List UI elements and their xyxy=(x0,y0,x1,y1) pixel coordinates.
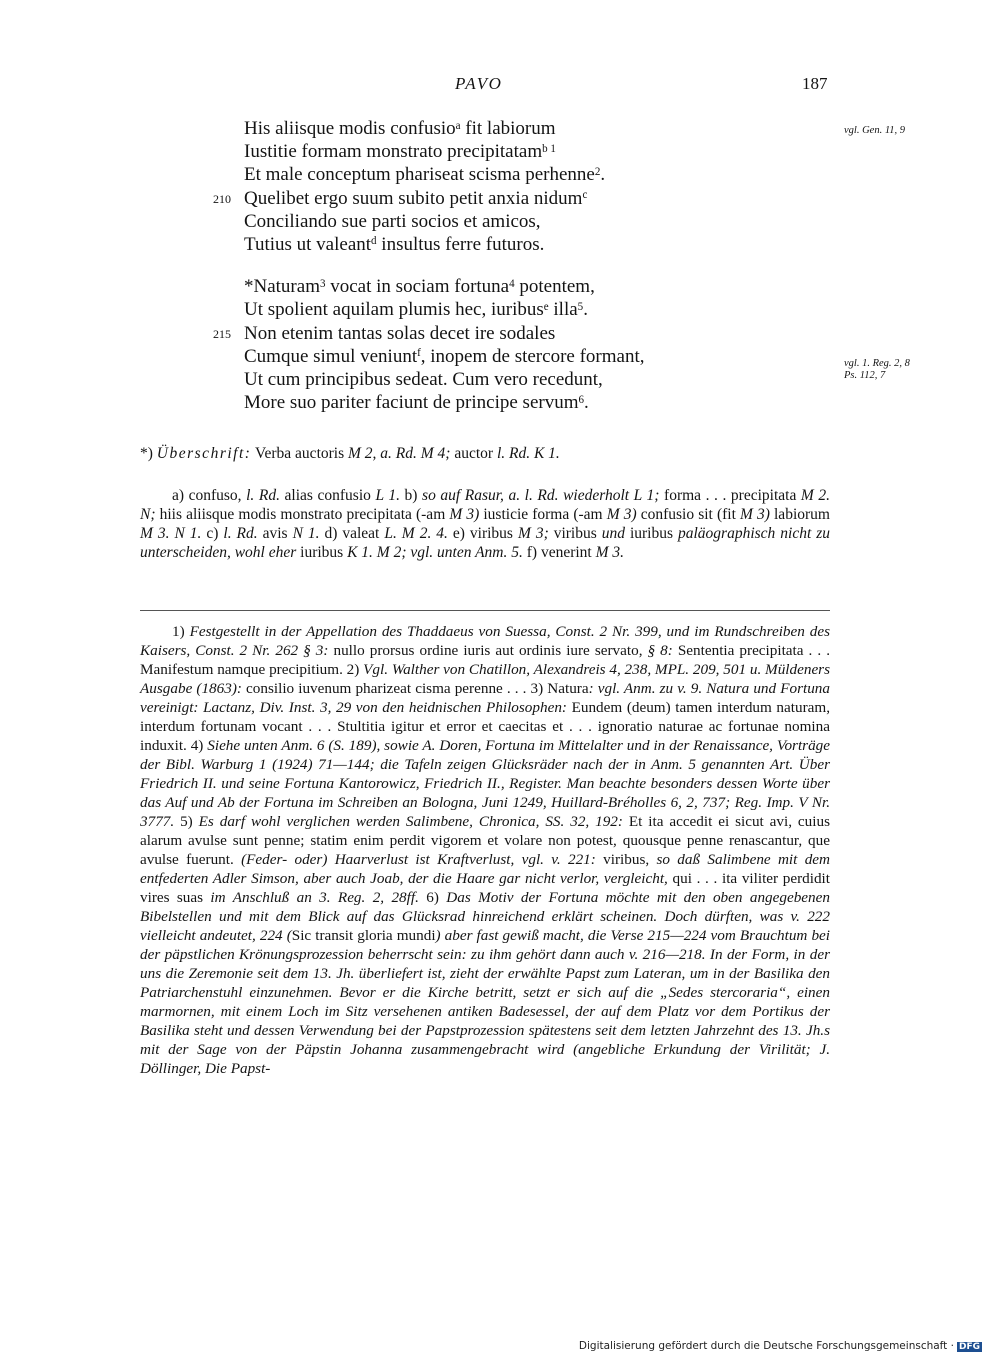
verse-line: 215 Non etenim tantas solas decet ire sodales xyxy=(213,322,556,344)
margin-reference: vgl. 1. Reg. 2, 8 Ps. 112, 7 xyxy=(844,358,910,381)
verse-line: His aliisque modis confusio$^a$ fit labiorum xyxy=(244,118,556,139)
verse-line: Iustitie formam monstrato precipitatam$^{b 1}$ xyxy=(244,141,556,163)
heading-note: *) Überschrift: Verba auctoris M 2, a. Rd. M 4; auctor l. Rd. K 1. xyxy=(140,445,560,462)
verse-line: 210 Quelibet ergo suum subito petit anxia nidum$^c$ xyxy=(213,187,588,209)
page-header xyxy=(0,74,1000,100)
verse-line: Tutius ut valeant$^d$ insultus ferre futuros. xyxy=(244,233,545,255)
stanza-1 xyxy=(0,117,1000,256)
verse-line: Cumque simul veniunt$^f$, inopem de stercore formant, xyxy=(244,345,645,367)
page-number: 187 xyxy=(802,74,828,93)
verse-line: Ut spolient aquilam plumis hec, iuribus$^e$ illa$^5$. xyxy=(244,299,588,321)
margin-reference: vgl. Gen. 11, 9 xyxy=(844,125,906,136)
running-title: PAVO xyxy=(455,74,503,93)
verse-line: Conciliando sue parti socios et amicos, xyxy=(244,210,541,232)
critical-apparatus: a) confuso, l. Rd. alias confusio L 1. b) so auf Rasur, a. l. Rd. wiederholt L 1; forma . . . precipitata M 2. N; hiis aliisque modis monstrato precipitata (-am M 3) iusticie forma (-am M 3) confusio sit (fit M 3) labiorum M 3. N 1. c) l. Rd. avis N 1. d) valeat L. M 2. 4. e) viribus M 3; viribus und iuribus paläographisch nicht zu unterscheiden, wohl eher iuribus K 1. M 2; vgl. unten Anm. 5. f) venerint M 3. xyxy=(140,487,831,561)
verse-line: *Naturam$^3$ vocat in sociam fortuna$^4$ potentem, xyxy=(244,276,595,298)
footnotes: 1) Festgestellt in der Appellation des Thaddaeus von Suessa, Const. 2 Nr. 399, und im Rundschreiben des Kaisers, Const. 2 Nr. 262 § 3: nullo prorsus ordine iuris aut ordinis iure servato, § 8: Sententia precipitata . . . Manifestum namque precipitium. 2) Vgl. Walther von Chatillon, Alexandreis 4, 238, MPL. 209, 501 u. Müldeners Ausgabe (1863): consilio iuvenum pharizeat cisma perenne . . . 3) Natura: vgl. Anm. zu v. 9. Natura und Fortuna vereinigt: Lactanz, Div. Inst. 3, 29 von den heidnischen Philosophen: Eundem (deum) tamen interdum naturam, interdum fortunam vocant . . . Stultitia igitur et error et caecitas et . . . ignoratio naturae ac fortunae nomina induxit. 4) Siehe unten Anm. 6 (S. 189), sowie A. Doren, Fortuna im Mittelalter und in der Renaissance, Vorträge der Bibl. Warburg 1 (1924) 71—144; die Tafeln zeigen Glücksräder nach der in Anm. 5 genannten Art. Über Friedrich II. und seine Fortuna Kantorowicz, Friedrich II., Register. Man beachte besonders dessen Worte über das Auf und Ab der Fortuna im Schreiben an Bologna, Juni 1249, Huillard-Bréholles 6, 2, 737; Reg. Imp. V Nr. 3777. 5) Es darf wohl verglichen werden Salimbene, Chronica, SS. 32, 192: Et ita accedit ei sicut avi, cuius alarum avulse sunt penne; statim enim perdit vigorem et volare non potest, quousque penne renascantur, que avulse fuerunt. (Feder- oder) Haarverlust ist Kraftverlust, vgl. v. 221: viribus, so daß Salimbene mit dem entfederten Adler Simson, aber auch Joab, der die Haare gar nicht verlor, vergleicht, qui . . . ita viliter perdidit vires suas im Anschluß an 3. Reg. 2, 28ff. 6) Das Motiv der Fortuna möchte mit den oben angegebenen Bibelstellen und mit dem Blick auf das Glücksrad hinreichend erklärt scheinen. Doch dürften, was v. 222 vielleicht andeutet, 224 (Sic transit gloria mundi) aber fast gewiß macht, die Verse 215—224 vom Brauchtum bei der päpstlichen Krönungsprozession beherrscht sein: zu ihm gehört dann auch v. 216—218. In der Form, in der uns die Zeremonie seit dem 13. Jh. überliefert ist, zieht der erwählte Papst zum Lateran, um in der Basilika den Patriarchenstuhl einzunehmen. Bevor er die Kirche betritt, setzt er sich auf die „Sedes stercoraria“, einen marmornen, mit einem Loch im Sitz versehenen antiken Badesessel, der auf dem Platz vor dem Portikus der Basilika steht und dessen Verwendung bei der Papstprozession spätestens seit dem letzten Jahrzehnt des 13. Jh.s mit der Sage von der Päpstin Johanna zusammengebracht wird (angebliche Erkundung der Virilität; J. Döllinger, Die Papst- xyxy=(140,623,831,1077)
footnote-divider xyxy=(140,610,830,611)
stanza-2 xyxy=(0,275,1000,414)
digitization-credit: Digitalisierung gefördert durch die Deutsche Forschungsgemeinschaft · DFG xyxy=(578,1340,980,1352)
line-number: 210 xyxy=(213,191,231,206)
verse-line: Ut cum principibus sedeat. Cum vero recedunt, xyxy=(244,368,603,390)
line-number: 215 xyxy=(213,326,231,341)
verse-line: Et male conceptum phariseat scisma perhenne$^2$. xyxy=(244,164,606,186)
dfg-logo-icon: DFG xyxy=(958,1342,980,1352)
verse-line: More suo pariter faciunt de principe servum$^6$. xyxy=(244,392,589,414)
